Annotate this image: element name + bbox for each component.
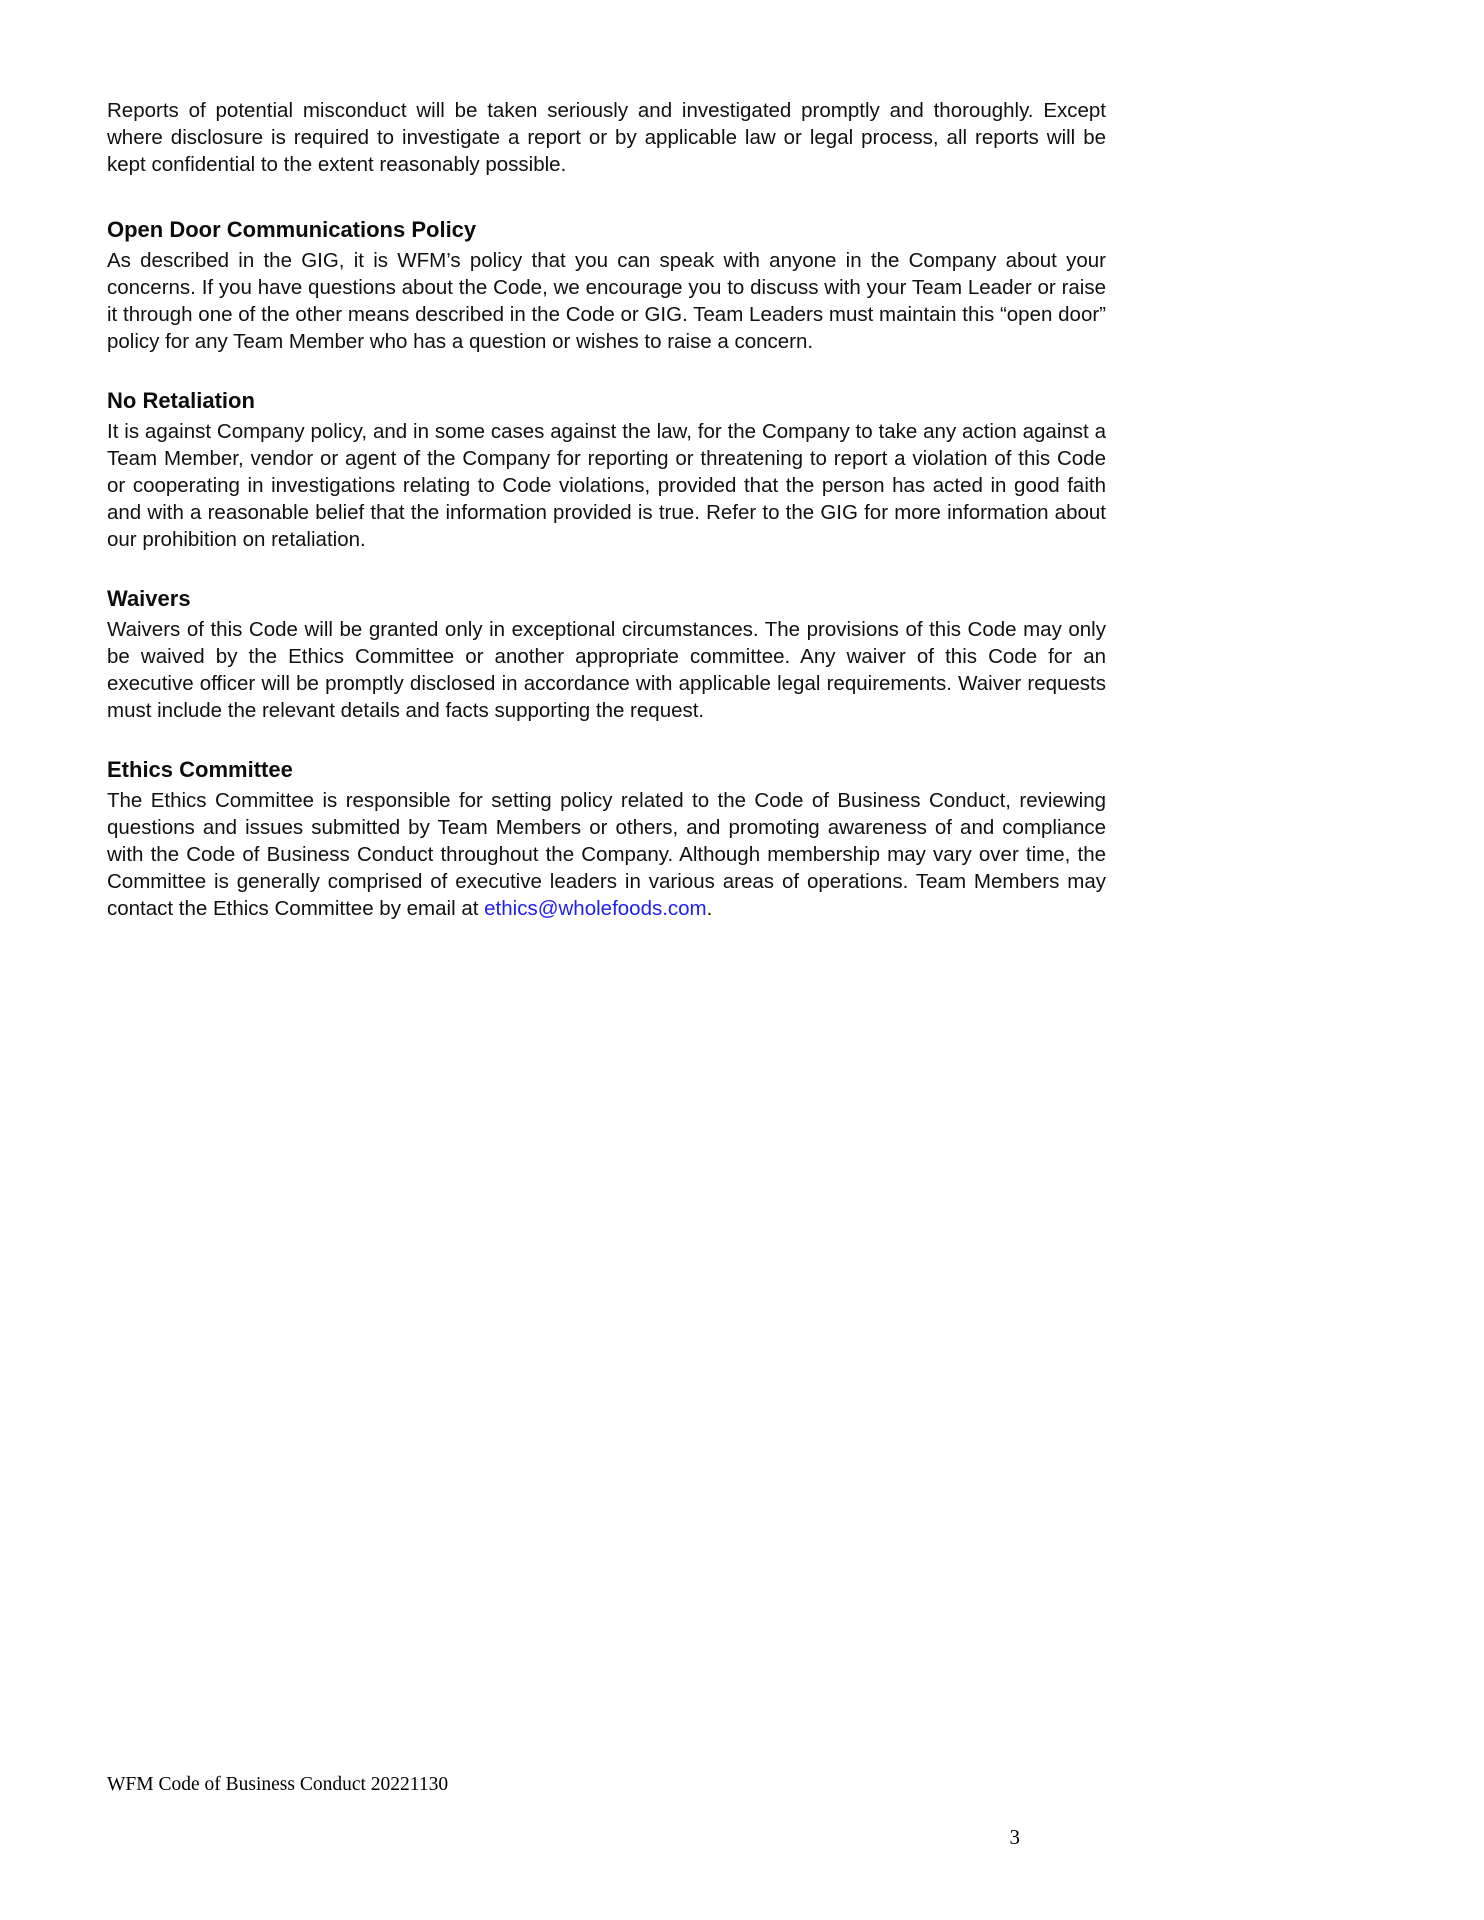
document-body <box>107 97 1106 922</box>
ethics-paragraph-period: . <box>706 897 713 920</box>
section-paragraph-ethics-committee <box>107 787 1106 922</box>
section-heading-no-retaliation: No Retaliation <box>107 388 255 413</box>
section-paragraph-no-retaliation: It is against Company policy, and in some cases against the law, for the Company to take any action against a Team Member, vendor or agent of the Company for reporting or threatening to report a violation of this Code or cooperating in investigations relating to Code violations, provided that the person has acted in good faith and with a reasonable belief that the information provided is true. Refer to the GIG for more information about our prohibition on retaliation. <box>107 420 1106 551</box>
footer-document-id: WFM Code of Business Conduct 20221130 <box>107 1774 449 1795</box>
ethics-email-link[interactable]: ethics@wholefoods.com <box>484 897 707 920</box>
ethics-paragraph-text: The Ethics Committee is responsible for setting policy related to the Code of Business Conduct, reviewing questions and issues submitted by Team Members or others, and promoting awareness of and compliance with the Code of Business Conduct throughout the Company. Although membership may vary over time, the Committee is generally comprised of executive leaders in various areas of operations. Team Members may contact the Ethics Committee by email at <box>107 789 1106 920</box>
section-paragraph-open-door-communications-policy: As described in the GIG, it is WFM’s policy that you can speak with anyone in the Company about your concerns. If you have questions about the Code, we encourage you to discuss with your Team Leader or raise it through one of the other means described in the Code or GIG. Team Leaders must maintain this “open door” policy for any Team Member who has a question or wishes to raise a concern. <box>107 249 1106 353</box>
section-heading-waivers: Waivers <box>107 586 191 611</box>
section-heading-ethics-committee: Ethics Committee <box>107 757 293 782</box>
intro-paragraph: Reports of potential misconduct will be taken seriously and investigated promptly and thoroughly. Except where disclosure is required to investigate a report or by applicable law or legal process, all reports will be kept confidential to the extent reasonably possible. <box>107 99 1106 176</box>
section-heading-open-door-communications-policy: Open Door Communications Policy <box>107 217 477 242</box>
page-number: 3 <box>1009 1825 1020 1849</box>
section-paragraph-waivers: Waivers of this Code will be granted only in exceptional circumstances. The provisions of this Code may only be waived by the Ethics Committee or another appropriate committee. Any waiver of this Code for an executive officer will be promptly disclosed in accordance with applicable legal requirements. Waiver requests must include the relevant details and facts supporting the request. <box>107 618 1106 722</box>
